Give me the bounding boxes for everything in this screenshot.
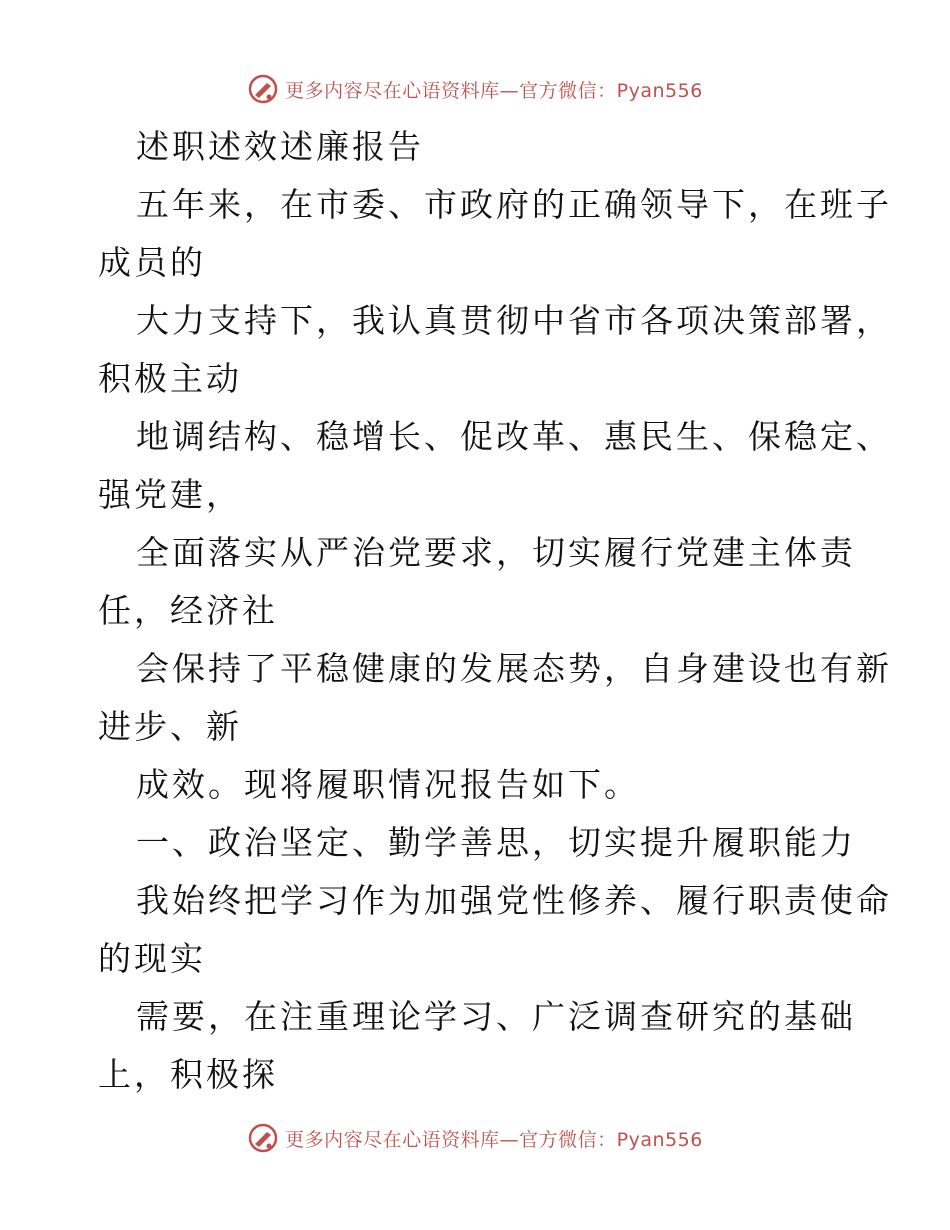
paragraph-line: 我始终把学习作为加强党性修养、履行职责使命 (136, 881, 892, 920)
footer-watermark (0, 1122, 950, 1154)
paragraph-line: 积极主动 (98, 359, 242, 398)
document-title: 述职述效述廉报告 (136, 127, 424, 166)
paragraph-line: 强党建， (98, 475, 242, 514)
header-watermark (0, 73, 950, 105)
paragraph-line: 上，积极探 (98, 1055, 278, 1094)
paragraph-line: 地调结构、稳增长、促改革、惠民生、保稳定、 (136, 417, 892, 456)
paragraph-line: 会保持了平稳健康的发展态势，自身建设也有新 (136, 649, 892, 688)
watermark-text: 更多内容尽在心语资料库—官方微信：Pyan556 (285, 79, 703, 102)
watermark-logo-icon (247, 73, 279, 105)
watermark-logo-icon (247, 1122, 279, 1154)
paragraph-line: 全面落实从严治党要求，切实履行党建主体责 (136, 533, 856, 572)
paragraph-line: 任，经济社 (98, 591, 278, 630)
paragraph-line: 五年来，在市委、市政府的正确领导下，在班子 (136, 185, 892, 224)
paragraph-line: 的现实 (98, 939, 206, 978)
section-heading: 一、政治坚定、勤学善思，切实提升履职能力 (136, 823, 856, 862)
paragraph-line: 成员的 (98, 243, 206, 282)
watermark-text: 更多内容尽在心语资料库—官方微信：Pyan556 (285, 1128, 703, 1151)
paragraph-line: 大力支持下，我认真贯彻中省市各项决策部署， (136, 301, 892, 340)
paragraph-line: 需要，在注重理论学习、广泛调查研究的基础 (136, 997, 856, 1036)
paragraph-line: 成效。现将履职情况报告如下。 (136, 765, 640, 804)
paragraph-line: 进步、新 (98, 707, 242, 746)
document-body (98, 118, 892, 1104)
